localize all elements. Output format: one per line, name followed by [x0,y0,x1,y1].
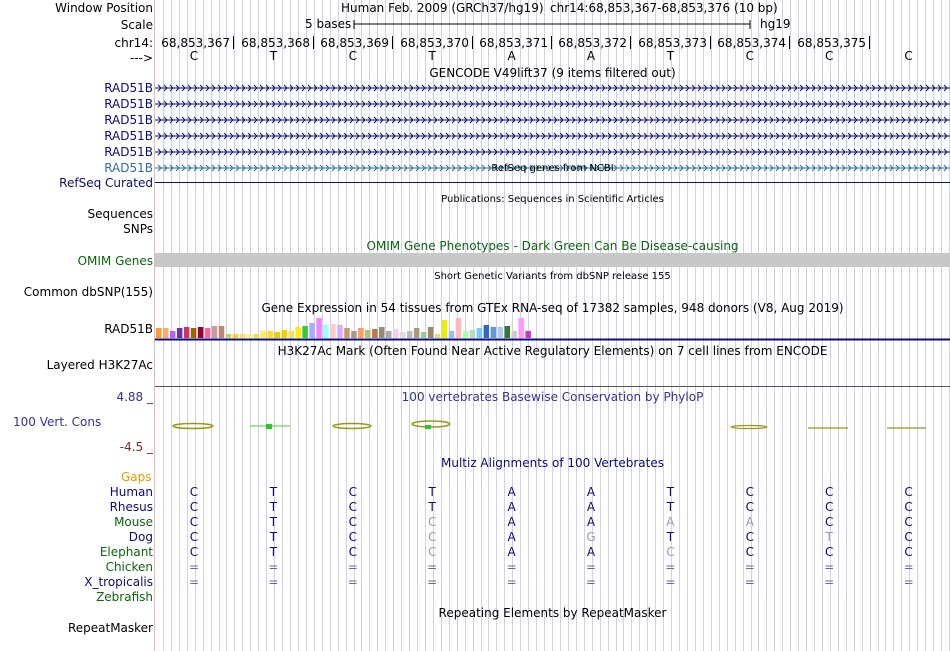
reference-base: T [428,49,436,63]
aligned-base: C [904,545,913,559]
aligned-base: T [269,485,278,499]
gencode-transcript-line[interactable] [155,82,950,94]
gtex-tissue-bar [323,325,329,338]
aligned-base: = [824,560,835,574]
gtex-tissue-bar [261,331,267,338]
coordinate-label: 68,853,368 [241,36,310,50]
aligned-base: = [427,575,438,589]
gtex-tissue-bar [337,325,343,338]
aligned-base: T [666,485,675,499]
aligned-base: C [666,545,675,559]
aligned-base: = [744,560,755,574]
aligned-base: A [507,530,516,544]
gtex-tissue-bar [295,327,301,338]
scale-bases: 5 bases [305,17,352,31]
scale-label: Scale [120,18,153,32]
aligned-base: C [427,545,437,559]
gtex-tissue-bar [414,328,420,338]
coordinate-tick [313,36,314,49]
gtex-track-title: Gene Expression in 54 tissues from GTEx RNA-seq of 17382 samples, 948 donors (V8, Aug 2019) [261,301,844,315]
h3k27ac-baseline [155,386,950,387]
aligned-base: A [745,515,754,529]
gtex-tissue-bar [491,327,497,338]
refseq-track-title: RefSeq genes from NCBI [491,163,614,174]
aligned-base: C [745,500,754,514]
gtex-tissue-bar [525,331,531,338]
gtex-tissue-bar [449,331,455,338]
aligned-base: = [268,560,279,574]
publications-snps-label[interactable]: SNPs [123,222,153,236]
phylop-label[interactable]: 100 Vert. Cons [13,415,102,429]
species-label[interactable]: Human [109,485,153,499]
gtex-tissue-bar [511,331,516,338]
gtex-tissue-bar [330,324,336,338]
gtex-tissue-bar [240,334,246,338]
h3k27ac-track-title: H3K27Ac Mark (Often Found Near Active Regulatory Elements) on 7 cell lines from ENCODE [277,344,828,358]
aligned-base: A [586,485,596,499]
aligned-base: T [269,500,278,514]
reference-base: C [348,49,357,63]
aligned-base: = [506,560,517,574]
coordinate-label: 68,853,369 [320,36,389,50]
gtex-tissue-bar [302,326,308,338]
reference-base: A [586,49,596,63]
gtex-tissue-bar [226,334,232,338]
coordinate-tick [551,36,552,49]
coordinate-label: 68,853,373 [638,36,707,50]
gtex-tissue-bar [163,328,169,338]
gtex-tissue-bar [386,331,392,338]
coordinate-tick [630,36,631,49]
reference-base: C [904,49,913,63]
aligned-base: A [507,515,516,529]
gtex-tissue-bar [365,330,371,338]
dbsnp-label[interactable]: Common dbSNP(155) [23,285,153,299]
aligned-base: = [427,560,438,574]
gtex-tissue-bar [407,331,413,338]
gtex-tissue-bar [288,331,294,338]
aligned-base: C [904,530,913,544]
coordinate-label: 68,853,372 [558,36,627,50]
aligned-base: A [507,485,516,499]
coordinate-label: 68,853,370 [400,36,469,50]
aligned-base: A [507,500,516,514]
aligned-base: C [745,485,754,499]
aligned-base: C [824,515,834,529]
aligned-base: = [665,560,676,574]
phylop-min: -4.5 _ [119,440,153,454]
aligned-base: A [507,545,516,559]
aligned-base: C [824,485,834,499]
gtex-tissue-bar [456,318,462,338]
omim-label[interactable]: OMIM Genes [77,254,153,268]
refseq-gene-line[interactable] [155,182,950,183]
phylop-max: 4.88 _ [116,390,153,404]
gencode-row-label[interactable]: RAD51B [104,81,153,95]
aligned-base: T [666,500,675,514]
aligned-base: = [268,575,279,589]
phylop-conservation-plot[interactable] [155,415,950,437]
aligned-base: C [348,485,357,499]
gtex-tissue-bar [505,326,511,338]
chrom-label: chr14: [114,36,153,50]
gtex-tissue-bar [247,334,253,338]
aligned-base: C [348,500,357,514]
aligned-base: T [269,515,278,529]
coordinate-tick [233,36,234,49]
gtex-tissue-bar [219,326,225,338]
gtex-tissue-bar [198,327,204,338]
aligned-base: = [585,575,597,589]
aligned-base: A [586,515,596,529]
aligned-base: T [269,530,278,544]
reference-base: C [745,49,754,63]
gtex-tissue-bar [274,332,280,338]
gtex-tissue-bar [212,326,218,338]
aligned-base: C [824,500,834,514]
aligned-base: = [744,575,755,589]
coordinate-label: 68,853,374 [717,36,786,50]
aligned-base: A [586,545,596,559]
aligned-base: C [189,530,199,544]
species-label[interactable]: Mouse [114,515,153,529]
coordinate-tick [869,36,870,49]
aligned-base: A [666,515,675,529]
species-label[interactable]: Zebrafish [96,590,153,604]
gtex-tissue-bar [498,327,504,338]
gtex-tissue-bar [470,330,476,338]
gtex-tissue-bar [170,331,176,338]
gencode-row-label[interactable]: RAD51B [104,129,153,143]
gtex-tissue-bar [421,332,427,338]
aligned-base: C [904,485,913,499]
repeatmasker-label[interactable]: RepeatMasker [67,621,153,635]
aligned-base: = [188,575,200,589]
aligned-base: C [189,545,199,559]
coordinate-tick [789,36,790,49]
aligned-base: = [585,560,597,574]
reference-base: T [269,49,278,63]
repeatmasker-track-title: Repeating Elements by RepeatMasker [438,606,667,620]
aligned-base: C [824,545,834,559]
gtex-tissue-bar [400,332,406,338]
multiz-track-title: Multiz Alignments of 100 Vertebrates [440,456,665,470]
gtex-tissue-bar [484,325,490,338]
gtex-tissue-bar [281,330,287,338]
scale-bar [353,17,753,31]
gencode-row-label[interactable]: RAD51B [104,113,153,127]
gencode-row-label[interactable]: RAD51B [104,97,153,111]
species-label[interactable]: Dog [128,530,153,544]
publications-track-title: Publications: Sequences in Scientific Articles [441,194,664,205]
aligned-base: C [904,500,913,514]
aligned-base: = [824,575,835,589]
reference-base: C [824,49,834,63]
coordinate-tick [710,36,711,49]
gtex-tissue-bar [477,328,483,338]
gtex-tissue-bar [435,334,441,338]
gencode-row-label[interactable]: RAD51B [104,145,153,159]
coordinate-tick [392,36,393,49]
reference-base: A [507,49,516,63]
gencode-row-label[interactable]: RAD51B [104,161,153,175]
gencode-transcript-line[interactable] [155,146,950,158]
window-position-label: Window Position [55,1,153,15]
omim-phenotype-bar[interactable] [155,253,950,267]
aligned-base: C [348,515,357,529]
aligned-base: C [904,515,913,529]
gtex-tissue-bar [463,331,469,338]
assembly-title: Human Feb. 2009 (GRCh37/hg19) [341,1,544,15]
gtex-tissue-bar [205,328,211,338]
species-label[interactable]: Elephant [99,545,153,559]
coordinate-label: 68,853,367 [161,36,230,50]
omim-track-title: OMIM Gene Phenotypes - Dark Green Can Be Disease-causing [366,239,739,253]
phylop-track-title: 100 vertebrates Basewise Conservation by PhyloP [401,390,704,404]
gencode-transcript-line[interactable] [155,114,950,126]
reference-base: C [189,49,199,63]
gtex-tissue-bar [442,320,448,338]
gtex-tissue-bar [344,328,350,338]
coordinate-tick [472,36,473,49]
aligned-base: C [745,545,754,559]
aligned-base: C [189,485,199,499]
gtex-expression-bars[interactable] [155,316,950,342]
aligned-base: C [189,515,199,529]
species-label[interactable]: Chicken [105,560,153,574]
gtex-tissue-bar [372,329,378,338]
aligned-base: C [348,545,357,559]
aligned-base: T [428,500,436,514]
gtex-tissue-bar [379,327,385,338]
aligned-base: = [188,560,200,574]
strand-arrow-label: ---> [129,51,153,65]
gencode-transcript-line[interactable] [155,130,950,142]
aligned-base: C [189,500,199,514]
gencode-transcript-line[interactable] [155,98,950,110]
gencode-track-title: GENCODE V49lift37 (9 items filtered out) [429,66,676,80]
position-text: chr14:68,853,367-68,853,376 (10 bp) [550,1,778,15]
aligned-base: = [347,575,358,589]
gtex-tissue-bar [254,334,260,338]
gtex-tissue-bar [268,331,274,338]
aligned-base: = [506,575,517,589]
publications-sequences-label[interactable]: Sequences [87,207,153,221]
gtex-tissue-bar [177,328,183,338]
aligned-base: G [586,530,596,544]
aligned-base: A [586,500,596,514]
gtex-tissue-bar [309,323,315,338]
gaps-label[interactable]: Gaps [121,470,152,484]
gtex-tissue-bar [156,328,162,338]
aligned-base: C [348,530,357,544]
h3k27ac-label[interactable]: Layered H3K27Ac [46,358,153,372]
gtex-tissue-bar [316,318,322,338]
aligned-base: = [903,575,914,589]
gtex-tissue-bar [233,334,239,338]
aligned-base: C [745,530,754,544]
gtex-tissue-bar [358,328,364,338]
scale-assembly: hg19 [760,17,791,31]
refseq-label[interactable]: RefSeq Curated [59,176,153,190]
aligned-base: C [427,530,437,544]
coordinate-label: 68,853,375 [797,36,866,50]
reference-base: T [666,49,675,63]
aligned-base: = [347,560,358,574]
coordinate-label: 68,853,371 [479,36,548,50]
species-label[interactable]: X_tropicalis [84,575,153,589]
aligned-base: = [903,560,914,574]
gtex-tissue-bar [428,327,434,338]
aligned-base: T [269,545,278,559]
species-label[interactable]: Rhesus [109,500,153,514]
aligned-base: T [666,530,675,544]
gtex-tissue-bar [351,331,357,338]
gtex-label[interactable]: RAD51B [104,322,153,336]
aligned-base: T [825,530,833,544]
aligned-base: T [428,485,436,499]
aligned-base: = [665,575,676,589]
gtex-tissue-bar [191,328,197,338]
gtex-tissue-bar [518,318,524,338]
gtex-tissue-bar [184,327,190,338]
gtex-tissue-bar [393,329,399,338]
dbsnp-track-title: Short Genetic Variants from dbSNP release 155 [434,271,671,282]
aligned-base: C [427,515,437,529]
